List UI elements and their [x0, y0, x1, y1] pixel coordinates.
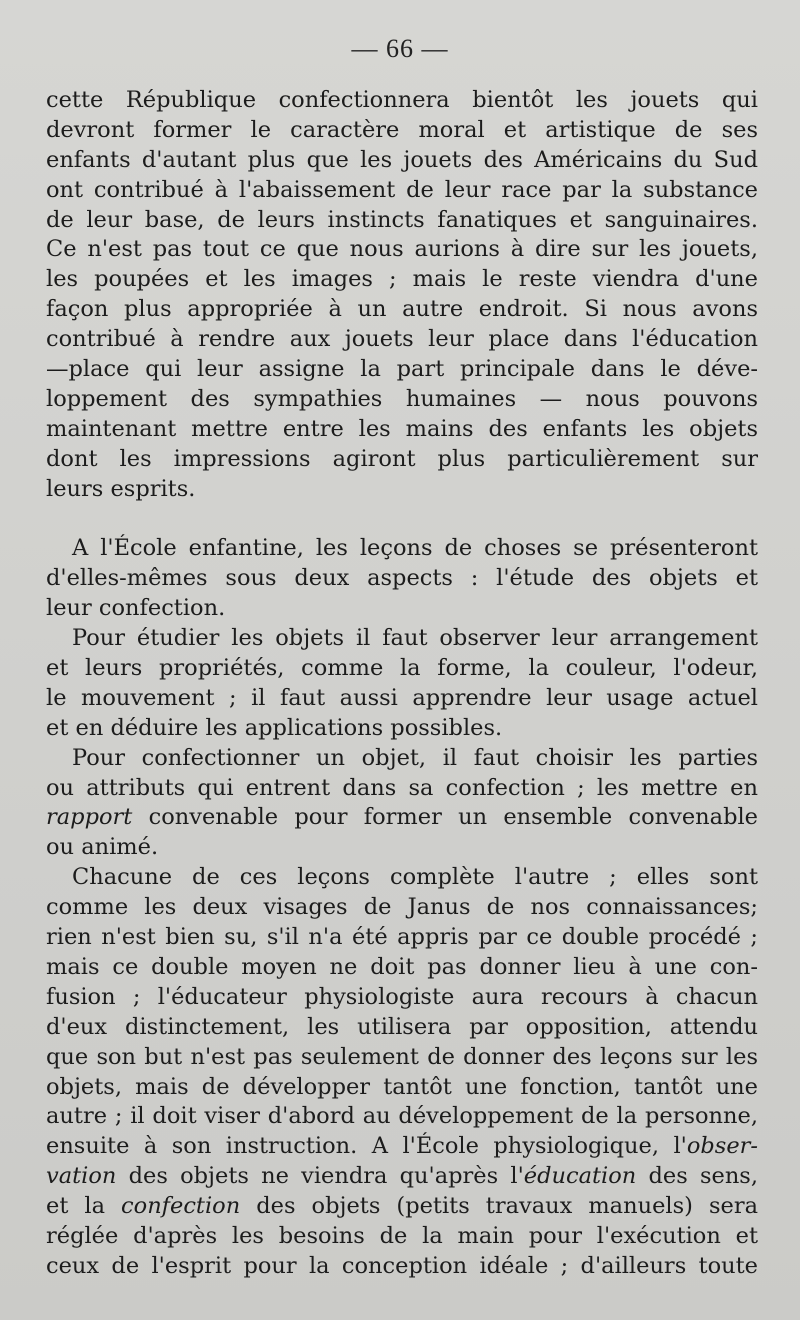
text-segment: des objets (petits travaux manuels) sera — [240, 1193, 758, 1220]
text-line: Chacune de ces leçons complète l'autre ; elles sont — [72, 864, 758, 891]
text-line: fusion ; l'éducateur physiologiste aura recours à chacun — [46, 983, 758, 1010]
text-line: autre ; il doit viser d'abord au développement de la personne, — [46, 1103, 758, 1130]
page-number: — 66 — — [351, 34, 449, 63]
text-segment: des sens, — [636, 1163, 759, 1190]
text-line: et leurs propriétés, comme la forme, la couleur, l'odeur, — [46, 655, 758, 682]
italic-text: confection — [121, 1193, 241, 1220]
text-line: d'elles-mêmes sous deux aspects : l'étude des objets et — [46, 565, 758, 592]
text-line: Ce n'est pas tout ce que nous aurions à dire sur les jouets, — [46, 236, 758, 263]
text-line — [46, 803, 758, 833]
text-line: ou animé. — [46, 834, 159, 861]
text-line: dont les impressions agiront plus particulièrement sur — [46, 445, 758, 472]
text-line: et en déduire les applications possibles. — [46, 714, 503, 741]
text-segment: et la — [46, 1193, 122, 1220]
paragraph-gap — [46, 504, 758, 534]
text-line: d'eux distinctement, les utilisera par opposition, attendu — [46, 1013, 758, 1040]
text-line: que son but n'est pas seulement de donner des leçons sur les — [46, 1043, 758, 1070]
italic-text: rapport — [46, 804, 133, 831]
text-line — [46, 1192, 758, 1222]
text-line: objets, mais de développer tantôt une fonction, tantôt une — [46, 1073, 758, 1100]
text-line: maintenant mettre entre les mains des enfants les objets — [46, 415, 758, 442]
text-line: contribué à rendre aux jouets leur place dans l'éducation — [46, 326, 758, 353]
text-line: —place qui leur assigne la part principale dans le déve- — [46, 356, 758, 383]
text-line: enfants d'autant plus que les jouets des Américains du Sud — [46, 146, 758, 173]
text-line: façon plus appropriée à un autre endroit. Si nous avons — [46, 296, 758, 323]
text-line: réglée d'après les besoins de la main pour l'exécution et — [46, 1222, 758, 1249]
text-line: Pour étudier les objets il faut observer leur arrangement — [72, 625, 758, 652]
text-line: ou attributs qui entrent dans sa confection ; les mettre en — [46, 774, 758, 801]
text-line: les poupées et les images ; mais le reste viendra d'une — [46, 266, 758, 293]
text-line: cette République confectionnera bientôt les jouets qui — [46, 87, 758, 113]
text-line — [46, 1132, 758, 1162]
text-line: ceux de l'esprit pour la conception idéale ; d'ailleurs toute — [46, 1252, 758, 1279]
italic-text: vation — [46, 1163, 117, 1190]
body-text — [46, 86, 758, 1282]
text-line: leur confection. — [46, 595, 226, 622]
text-line — [46, 1162, 758, 1192]
text-line: leurs esprits. — [46, 475, 196, 502]
text-line: loppement des sympathies humaines — nous pouvons — [46, 385, 758, 412]
text-line: rien n'est bien su, s'il n'a été appris par ce double procédé ; — [46, 924, 758, 951]
italic-text: obser- — [686, 1133, 758, 1160]
text-line: Pour confectionner un objet, il faut choisir les parties — [72, 744, 758, 771]
text-segment: convenable pour former un ensemble convenable — [132, 804, 758, 831]
text-segment: ensuite à son instruction. A l'École physiologique, l' — [46, 1133, 687, 1160]
text-segment: des objets ne viendra qu'après l' — [116, 1163, 524, 1190]
text-line: comme les deux visages de Janus de nos connaissances; — [46, 894, 758, 921]
text-line: le mouvement ; il faut aussi apprendre leur usage actuel — [46, 684, 758, 711]
text-line: de leur base, de leurs instincts fanatiques et sanguinaires. — [46, 206, 758, 233]
italic-text: éducation — [523, 1163, 637, 1190]
text-line: A l'École enfantine, les leçons de choses se présenteront — [72, 535, 758, 562]
text-line: devront former le caractère moral et artistique de ses — [46, 116, 758, 143]
text-line: ont contribué à l'abaissement de leur race par la substance — [46, 176, 758, 203]
text-line: mais ce double moyen ne doit pas donner lieu à une con- — [46, 953, 758, 980]
